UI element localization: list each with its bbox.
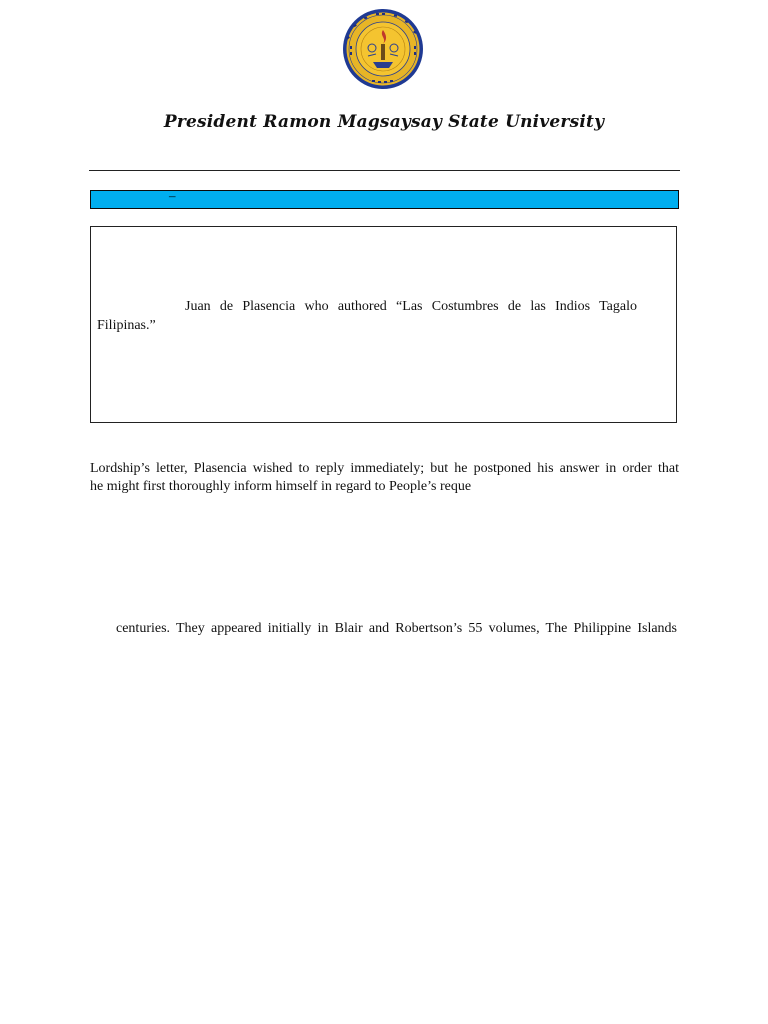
university-name: President Ramon Magsaysay State University: [163, 112, 605, 132]
paragraph-1-line-2: he might first thoroughly inform himself in regard to People’s reque: [90, 479, 472, 494]
quote-line-2: Filipinas.”: [97, 318, 156, 333]
paragraph-1: [90, 460, 679, 496]
paragraph-2: centuries. They appeared initially in Blair and Robertson’s 55 volumes, The Philippine Islands: [116, 621, 677, 636]
header-divider: [89, 170, 680, 171]
paragraph-1-line-1: Lordship’s letter, Plasencia wished to reply immediately; but he postponed his answer in order that: [90, 461, 679, 476]
quote-box: [90, 226, 677, 423]
section-header-bar: [90, 190, 679, 209]
university-seal-icon: [342, 8, 424, 90]
section-header-text: –: [169, 188, 176, 203]
quote-line-1: Juan de Plasencia who authored “Las Costumbres de las Indios Tagalo: [185, 299, 637, 314]
